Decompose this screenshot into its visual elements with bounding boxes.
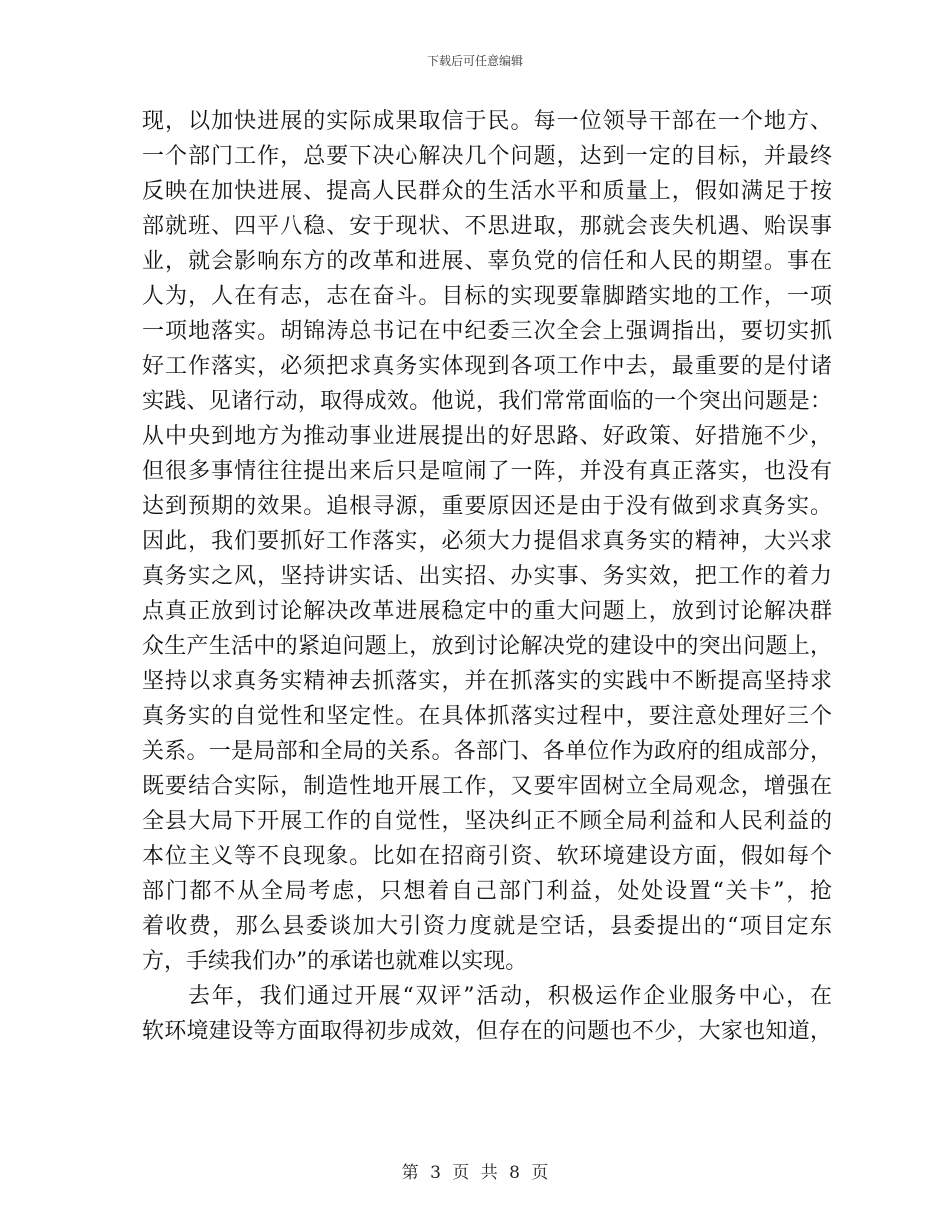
text-line: 反映在加快进展、提高人民群众的生活水平和质量上，假如满足于按: [142, 179, 832, 204]
text-line: 点真正放到讨论解决改革进展稳定中的重大问题上，放到讨论解决群: [142, 599, 832, 624]
text-line: 从中央到地方为推动事业进展提出的好思路、好政策、好措施不少，: [142, 424, 832, 449]
text-line: 既要结合实际，制造性地开展工作，又要牢固树立全局观念，增强在: [142, 774, 832, 799]
text-line: 但很多事情往往提出来后只是喧闹了一阵，并没有真正落实，也没有: [142, 459, 832, 484]
text-line: 人为，人在有志，志在奋斗。目标的实现要靠脚踏实地的工作，一项: [142, 284, 832, 309]
text-line: 全县大局下开展工作的自觉性，坚决纠正不顾全局利益和人民利益的: [142, 809, 832, 834]
text-line: 本位主义等不良现象。比如在招商引资、软环境建设方面，假如每个: [142, 844, 832, 869]
text-line: 一个部门工作，总要下决心解决几个问题，达到一定的目标，并最终: [142, 144, 832, 169]
document-body: [142, 104, 832, 1049]
text-line: 实践、见诸行动，取得成效。他说，我们常常面临的一个突出问题是：: [142, 389, 832, 414]
paragraph: [142, 979, 832, 1049]
text-line: 真务实之风，坚持讲实话、出实招、办实事、务实效，把工作的着力: [142, 564, 832, 589]
text-line: 关系。一是局部和全局的关系。各部门、各单位作为政府的组成部分，: [142, 739, 832, 764]
text-line: 真务实的自觉性和坚定性。在具体抓落实过程中，要注意处理好三个: [142, 704, 832, 729]
text-line: 达到预期的效果。追根寻源，重要原因还是由于没有做到求真务实。: [142, 494, 832, 519]
text-line: 因此，我们要抓好工作落实，必须大力提倡求真务实的精神，大兴求: [142, 529, 832, 554]
text-line: 现，以加快进展的实际成果取信于民。每一位领导干部在一个地方、: [142, 109, 832, 134]
text-line: 业，就会影响东方的改革和进展、辜负党的信任和人民的期望。事在: [142, 249, 832, 274]
paragraph: [142, 104, 832, 979]
text-line: 部就班、四平八稳、安于现状、不思进取，那就会丧失机遇、贻误事: [142, 214, 832, 239]
text-line: 一项地落实。胡锦涛总书记在中纪委三次全会上强调指出，要切实抓: [142, 319, 832, 344]
text-line: 软环境建设等方面取得初步成效，但存在的问题也不少，大家也知道，: [142, 1019, 832, 1044]
text-line: 部门都不从全局考虑，只想着自己部门利益，处处设置“关卡”，抢: [142, 879, 832, 904]
page-header: 下载后可任意编辑: [426, 54, 523, 68]
text-line: 方，手续我们办”的承诺也就难以实现。: [142, 949, 528, 974]
text-line: 着收费，那么县委谈加大引资力度就是空话，县委提出的“项目定东: [142, 914, 832, 939]
text-line: 众生产生活中的紧迫问题上，放到讨论解决党的建设中的突出问题上，: [142, 634, 832, 659]
text-line: 坚持以求真务实精神去抓落实，并在抓落实的实践中不断提高坚持求: [142, 669, 832, 694]
text-line: 好工作落实，必须把求真务实体现到各项工作中去，最重要的是付诸: [142, 354, 832, 379]
text-line: 去年，我们通过开展“双评”活动，积极运作企业服务中心，在: [188, 984, 832, 1009]
page-number: 第 3 页 共 8 页: [401, 1163, 549, 1183]
